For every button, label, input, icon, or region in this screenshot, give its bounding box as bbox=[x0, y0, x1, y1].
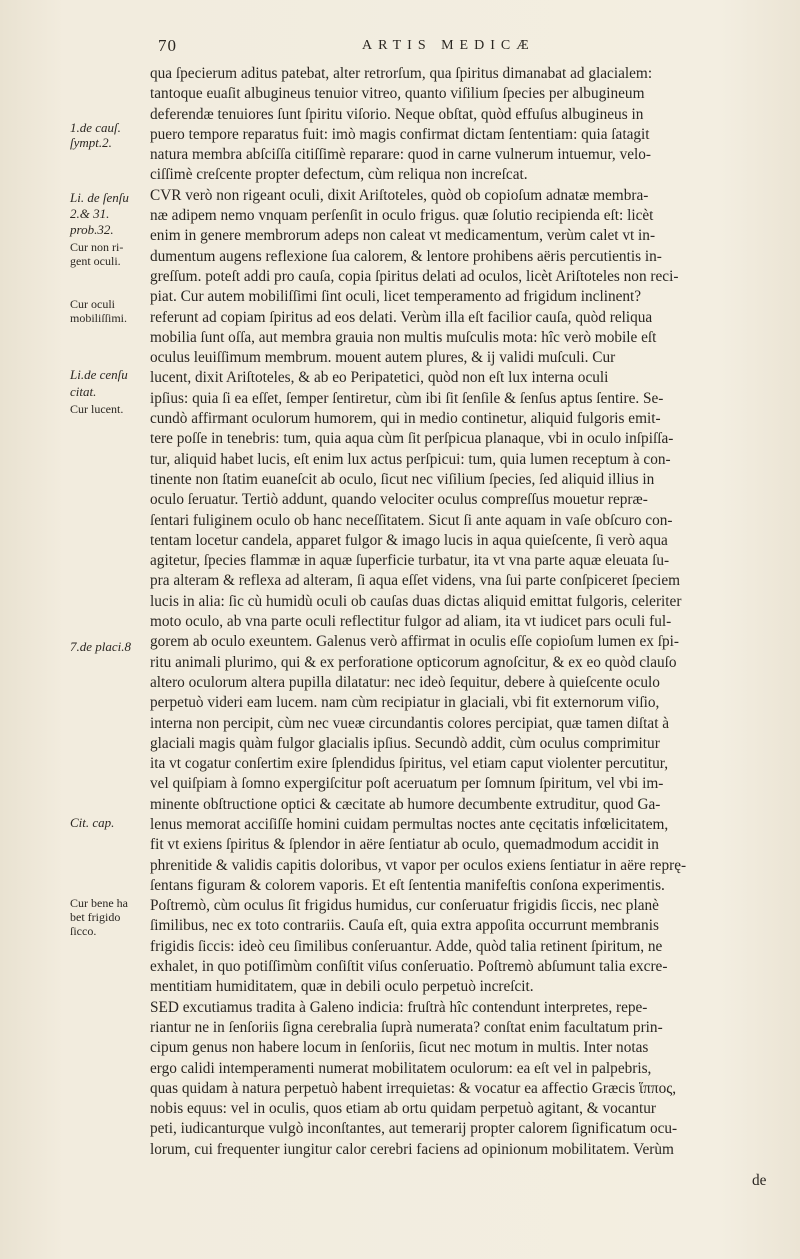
margin-note: Cit. cap. bbox=[70, 815, 115, 830]
text-line: næ adipem nemo vnquam perſenſit in oculo frigus. quæ ſolutio recipienda eſt: licèt bbox=[150, 207, 654, 225]
text-line: minente obſtructione optici & cæcitate ab humore decumbente extruditur, quod Ga- bbox=[150, 795, 661, 813]
text-line: CVR verò non rigeant oculi, dixit Ariſtoteles, quòd ob copioſum adnatæ membra- bbox=[150, 186, 649, 204]
text-line: deferendæ tenuiores ſunt ſpiritu viſorio. Neque obſtat, quòd effuſus albugineus in bbox=[150, 105, 644, 123]
text-line: ſimilibus, nec ex toto contrariis. Cauſa eſt, quia extra appoſita occurrunt membranis bbox=[150, 917, 659, 935]
page-header bbox=[150, 36, 790, 58]
margin-note: citat. bbox=[70, 384, 97, 399]
text-line: fit vt exiens ſpiritus & ſplendor in aëre ſentiatur ab oculo, quemadmodum accidit in bbox=[150, 836, 659, 854]
page-number: 70 bbox=[158, 36, 177, 55]
text-line: ſentari fuliginem oculo ob hanc neceſſitatem. Sicut ſi ante aquam in vaſe obſcuro con- bbox=[150, 511, 673, 529]
text-line: tur, aliquid habet lucis, eſt enim lux actus perſpicui: tum, quia lumen receptum à con- bbox=[150, 450, 671, 468]
text-line: tinente non ſtatim euaneſcit ab oculo, ſicut nec viſilium ſpecies, ſed aliquid illius in bbox=[150, 470, 655, 488]
text-line: oculo ſeruatur. Tertiò addunt, quando velociter oculus compreſſus mouetur repræ- bbox=[150, 491, 648, 509]
text-line: Poſtremò, cùm oculus ſit frigidus humidus, cur conſeruatur frigidis ſiccis, nec planè bbox=[150, 897, 659, 915]
text-line: dumentum augens reflexione ſua calorem, & lentore prohibens aëris percutientis in- bbox=[150, 247, 662, 265]
text-line: ſentans figuram & colorem vaporis. Et eſt ſententia manifeſtis conſona experimentis. bbox=[150, 876, 665, 894]
text-line: mobilia ſunt oſſa, aut membra grauia non multis muſculis mota: hîc verò mobile eſt bbox=[150, 328, 657, 346]
text-line: mentitiam humiditatem, quæ in debili oculo perpetuò increſcit. bbox=[150, 978, 534, 996]
margin-note: Cur bene ha bbox=[70, 896, 128, 910]
text-line: ciſſimè creſcente propter defectum, cùm reliqua non increſcat. bbox=[150, 166, 528, 184]
text-line: enim in genere membrorum adeps non caleat vt medicamentum, verùm calet vt in- bbox=[150, 227, 656, 245]
text-line: qua ſpecierum aditus patebat, alter retrorſum, qua ſpiritus dimanabat ad glacialem: bbox=[150, 65, 653, 82]
text-line: natura membra abſciſſa citiſſimè reparare: quod in carne vulnerum intuemur, velo- bbox=[150, 146, 652, 164]
margin-note: Li.de cenſu bbox=[70, 367, 128, 382]
text-line: tere poſſe in tenebris: tum, quia aqua cùm ſit perſpicua planaque, vbi in oculo inſpiſſa- bbox=[150, 430, 674, 448]
margin-note: prob.32. bbox=[70, 222, 114, 237]
margin-notes bbox=[70, 0, 152, 1259]
text-line: ita vt cogatur conſertim exire ſplendidus ſpiritus, vel etiam caput violenter percutitur, bbox=[150, 755, 669, 773]
margin-note: Cur non ri- bbox=[70, 240, 124, 254]
text-line: tantoque euaſit albugineus tenuior vitreo, quanto viſilium ſpecies per albugineum bbox=[150, 85, 645, 103]
text-line: ipſius: quia ſi ea eſſet, ſemper ſentiretur, cùm ibi ſit ſenſile & ſenſus aptus ſentire. Se- bbox=[150, 389, 664, 407]
text-line: altero oculorum altera pupilla dilatatur: nec ideò ſequitur, debere à quieſcente oculo bbox=[150, 673, 660, 691]
margin-note: 1.de cauſ. bbox=[70, 120, 121, 135]
text-line: ritu animali plurimo, qui & ex perforatione opticorum agnoſcitur, & ex eo quòd clauſo bbox=[150, 653, 677, 671]
text-line: greſſum. poteſt addi pro cauſa, copia ſpiritus delati ad oculos, licèt Ariſtoteles non reci- bbox=[150, 267, 679, 285]
text-line: glaciali magis quàm fulgor glacialis ipſius. Secundò addit, cùm oculus comprimitur bbox=[150, 734, 660, 752]
margin-note: bet frigido bbox=[70, 910, 121, 924]
text-line: riantur ne in ſenſoriis ſigna cerebralia ſuprà numerata? conſtat enim facultatum prin- bbox=[150, 1018, 663, 1036]
running-title: ARTIS MEDICÆ bbox=[362, 38, 535, 53]
text-line: lucis in alia: ſic cù humidù oculi ob cauſas duas dictas aliquid emittat fulgoris, celeriter bbox=[150, 592, 682, 610]
text-line: SED excutiamus tradita à Galeno indicia: fruſtrà hîc contendunt interpretes, repe- bbox=[150, 998, 648, 1016]
text-line: piat. Cur autem mobiliſſimi ſint oculi, licet temperamento ad frigidum inclinent? bbox=[150, 288, 642, 306]
text-line: agitetur, ſpecies flammæ in aquæ ſuperficie turbatur, ita vt vna parte aquæ eleuata ſu- bbox=[150, 552, 670, 570]
text-line: interna non percipit, cùm nec vueæ circundantis colores percipiat, quæ tamen diſtat à bbox=[150, 714, 670, 732]
text-line: cundò affirmant oculorum humorem, qui in medio continetur, aliquid fulgoris emit- bbox=[150, 410, 661, 428]
margin-note: Li. de ſenſu bbox=[70, 190, 129, 205]
text-line: exhalet, in quo potiſſimùm conſiſtit viſus conſeruatio. Poſtremò abſumunt talia excre- bbox=[150, 958, 668, 976]
body-text bbox=[150, 64, 786, 1160]
margin-note: 2.& 31. bbox=[70, 206, 110, 221]
text-line: oculus leuiſſimum membrum. mouent autem plures, & ij validi muſculi. Cur bbox=[150, 349, 616, 367]
margin-note: mobiliſſimi. bbox=[70, 311, 128, 325]
text-line: lucent, dixit Ariſtoteles, & ab eo Peripatetici, quòd non eſt lux interna oculi bbox=[150, 369, 609, 387]
catchword: de bbox=[752, 1172, 767, 1189]
text-line: tentam locetur candela, apparet fulgor & imago lucis in aqua quieſcente, ſi verò aqua bbox=[150, 531, 668, 549]
text-line: quas quidam à natura perpetuò habent irrequietas: & vocatur ea affectio Græcis ἵππος, bbox=[150, 1079, 677, 1097]
text-line: phrenitide & validis capitis doloribus, vt vapor per oculos exiens ſentiatur in aëre reprę- bbox=[150, 856, 687, 874]
text-line: nobis equus: vel in oculis, quos etiam ab ortu quidam perpetuò agitant, & vocantur bbox=[150, 1100, 656, 1118]
text-line: gorem ab oculo exeuntem. Galenus verò affirmat in oculis eſſe copioſum lumen ex ſpi- bbox=[150, 633, 680, 651]
margin-note: Cur oculi bbox=[70, 297, 115, 311]
margin-note: Cur lucent. bbox=[70, 402, 124, 416]
text-line: peti, iudicanturque vulgò inconſtantes, aut temerarij propter calorem ſignificatum ocu- bbox=[150, 1120, 678, 1138]
text-line: moto oculo, ab vna parte oculi reflectitur fulgor ad aliam, ita vt iudicet pars oculi ful- bbox=[150, 613, 672, 631]
text-line: perpetuò videri eam lucem. nam cùm recipiatur in glaciali, vbi fit externorum viſio, bbox=[150, 694, 660, 712]
margin-note: 7.de placi.8 bbox=[70, 639, 132, 654]
text-line: lenus memorat acciſiſſe homini cuidam permultas noctes ante cęcitatis infœlicitatem, bbox=[150, 815, 669, 833]
text-line: referunt ad copiam ſpiritus ad eos delati. Verùm illa eſt facilior cauſa, quòd reliqua bbox=[150, 308, 653, 326]
margin-note: gent oculi. bbox=[70, 254, 121, 268]
margin-note: ſicco. bbox=[70, 924, 97, 938]
text-line: cipum genus non habere locum in ſenſoriis, ſicut nec motum in multis. Inter notas bbox=[150, 1039, 649, 1057]
text-line: frigidis ſiccis: ideò ceu ſimilibus conſeruantur. Adde, quòd talia retinent ſpiritum, ne bbox=[150, 937, 663, 955]
text-line: pra alteram & reflexa ad alteram, ſi aqua eſſet videns, vna ſui parte conſpiceret ſpeciem bbox=[150, 572, 681, 590]
margin-note: ſympt.2. bbox=[70, 135, 112, 150]
text-line: vel quiſpiam à ſomno expergiſcitur poſt aceruatum per ſomnum ſpiritum, vel vbi im- bbox=[150, 775, 664, 793]
text-line: lorum, cui frequenter iungitur calor cerebri faciens ad opinionum mobilitatem. Verùm bbox=[150, 1140, 674, 1158]
text-line: puero tempore reparatus fuit: imò magis confirmat dictam ſententiam: quia ſatagit bbox=[150, 125, 650, 143]
text-line: ergo calidi intemperamenti numerat mobilitatem oculorum: ea eſt vel in palpebris, bbox=[150, 1059, 652, 1077]
